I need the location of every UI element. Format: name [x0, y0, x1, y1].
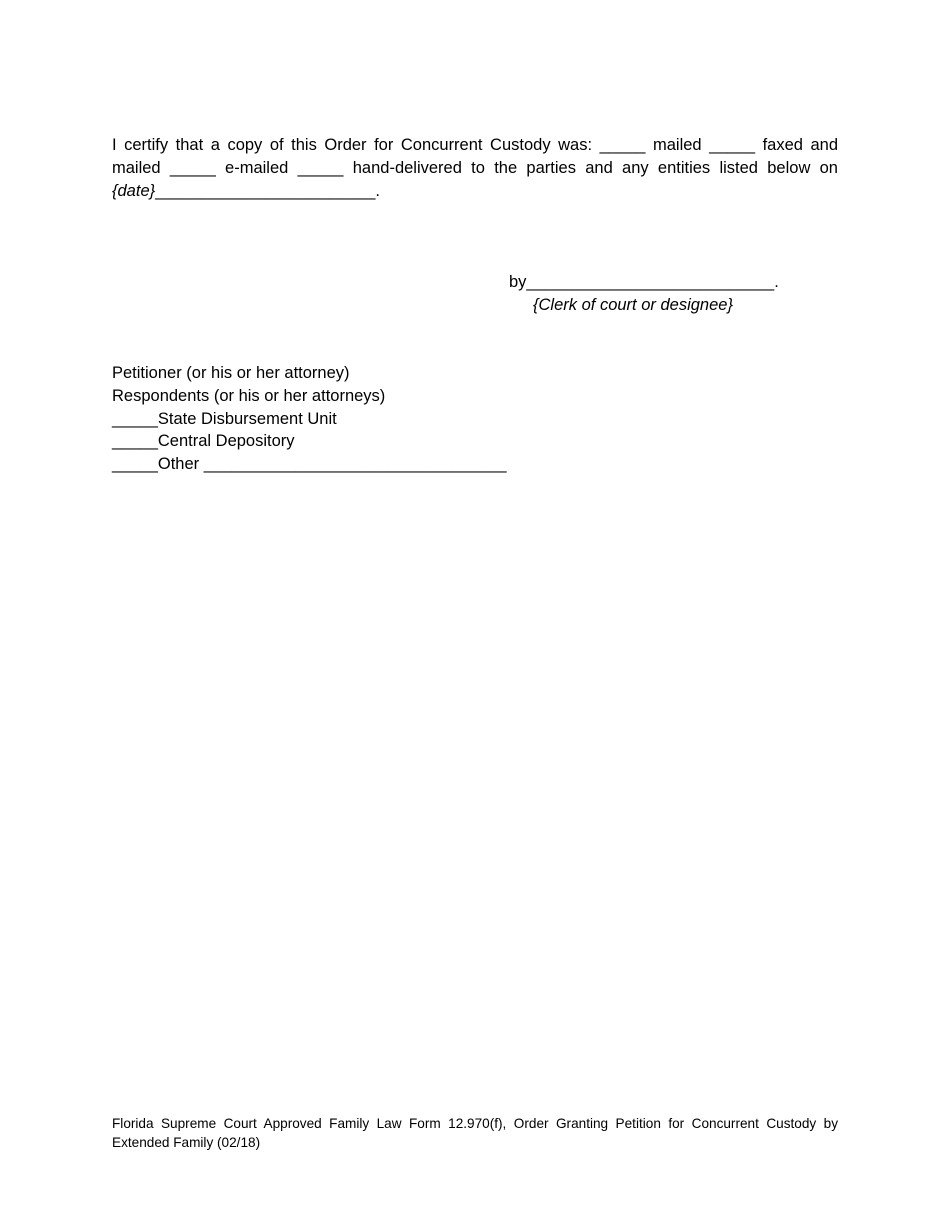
- recipient-state-disbursement-unit: _____State Disbursement Unit: [112, 409, 337, 428]
- certificate-of-service: [112, 134, 838, 203]
- recipient-respondents: Respondents (or his or her attorneys): [112, 386, 386, 405]
- date-placeholder: {date}: [112, 182, 156, 200]
- clerk-signature-role: {Clerk of court or designee}: [533, 296, 733, 314]
- recipient-other: _____Other _________________________________: [112, 455, 507, 474]
- recipient-petitioner: Petitioner (or his or her attorney): [112, 364, 350, 382]
- certificate-text: I certify that a copy of this Order for Concurrent Custody was: _____ mailed _____ faxed and mailed _____ e-mailed _____ hand-delivered to the parties and any entities listed below on: [112, 136, 838, 177]
- date-blank-line: ________________________.: [155, 182, 380, 200]
- clerk-signature-line: by___________________________.: [509, 273, 779, 291]
- form-footer: Florida Supreme Court Approved Family Law Form 12.970(f), Order Granting Petition for Concurrent Custody by Extended Family (02/18): [112, 1116, 838, 1150]
- recipient-central-depository: _____Central Depository: [112, 432, 295, 451]
- recipient-list: [112, 362, 507, 476]
